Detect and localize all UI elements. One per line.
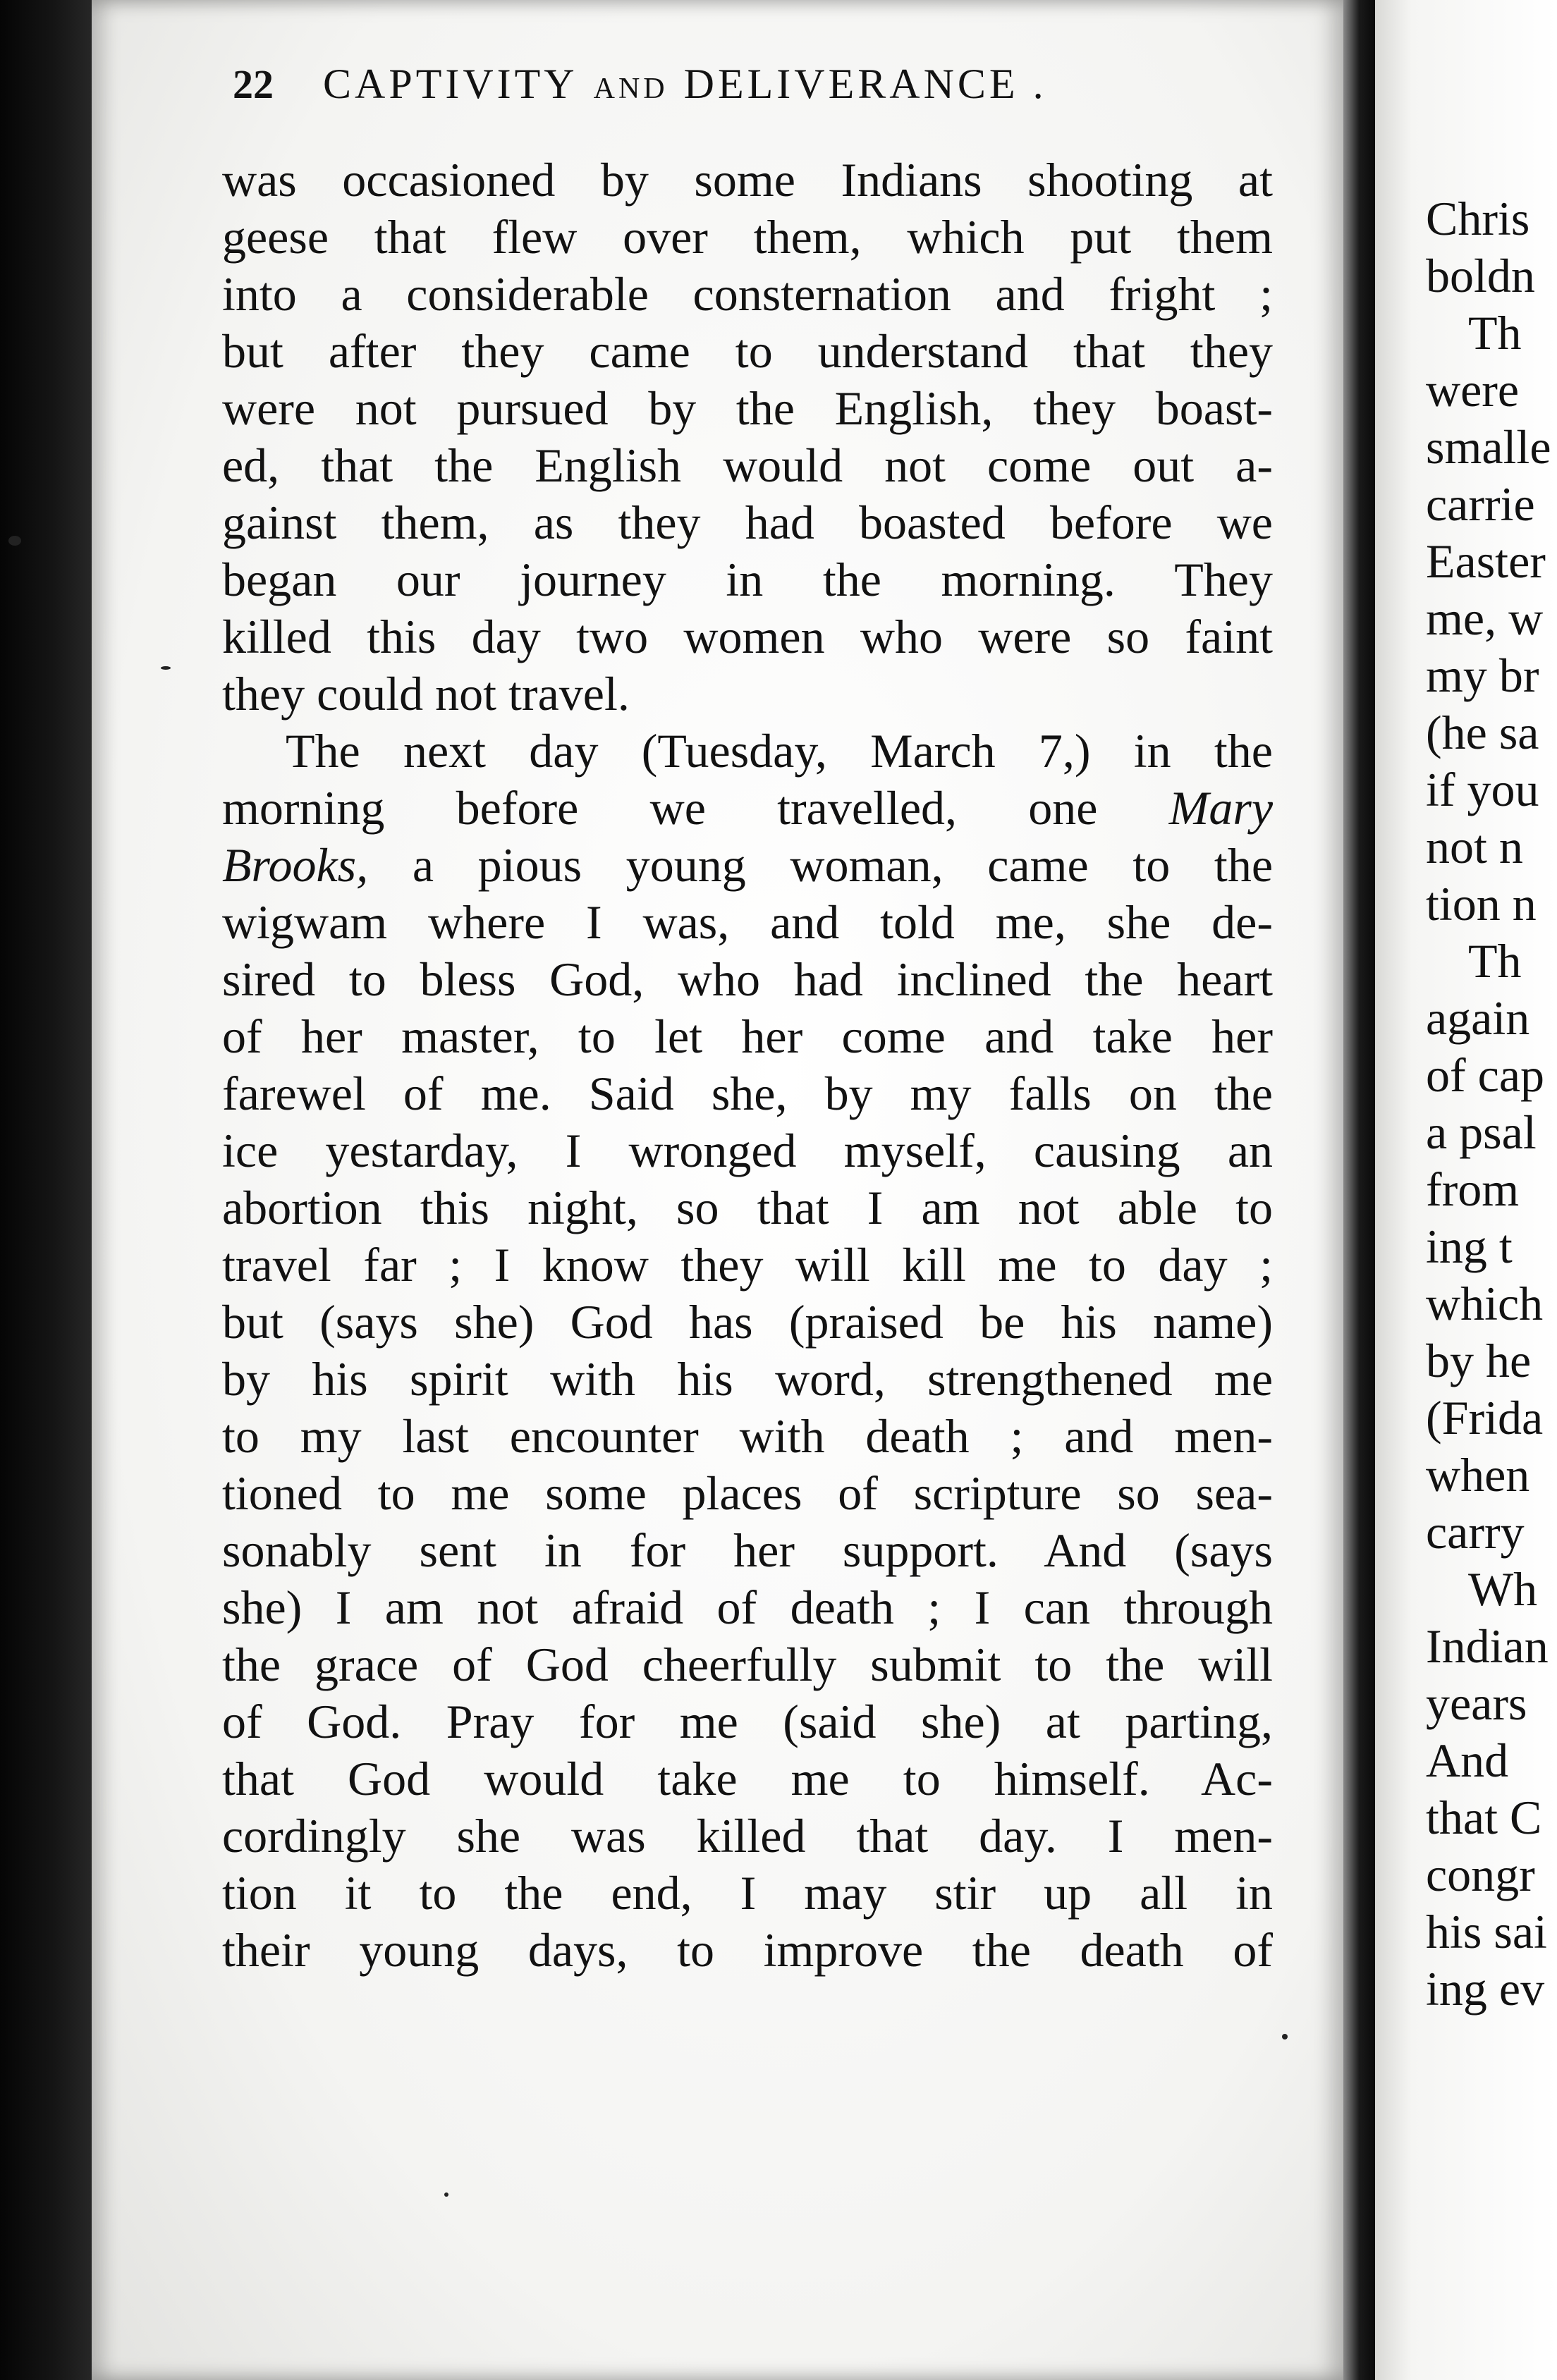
text-line-with-italic-name bbox=[222, 837, 1273, 894]
text-line: abortion this night, so that I am not able to bbox=[222, 1181, 1273, 1234]
text-line: but (says she) God has (praised be his name) bbox=[222, 1295, 1273, 1349]
book-gutter bbox=[1343, 0, 1379, 2380]
text-line: sonably sent in for her support. And (says bbox=[222, 1523, 1273, 1577]
right-text-line: a psal bbox=[1426, 1105, 1537, 1159]
text-segment: a pious young woman, came to the bbox=[412, 838, 1274, 892]
text-line: farewel of me. Said she, by my falls on the bbox=[222, 1067, 1273, 1120]
right-page-text bbox=[1426, 190, 1557, 2018]
text-line: the grace of God cheerfully submit to the will bbox=[222, 1638, 1273, 1691]
scan-speck bbox=[8, 536, 21, 546]
text-line: travel far ; I know they will kill me to day ; bbox=[222, 1238, 1273, 1292]
body-text bbox=[222, 152, 1273, 1979]
text-line: they could not travel. bbox=[222, 667, 630, 720]
text-line: gainst them, as they had boasted before we bbox=[222, 496, 1273, 549]
right-text-line: boldn bbox=[1426, 249, 1535, 302]
text-line: killed this day two women who were so faint bbox=[222, 610, 1273, 663]
right-text-line: when bbox=[1426, 1448, 1530, 1502]
running-head-title-part2: DELIVERANCE . bbox=[683, 61, 1047, 107]
right-text-line: congr bbox=[1426, 1848, 1535, 1901]
text-line: into a considerable consternation and fright ; bbox=[222, 267, 1273, 321]
right-text-line: again bbox=[1426, 991, 1530, 1045]
right-text-line: from bbox=[1426, 1163, 1520, 1216]
text-line: their young days, to improve the death of bbox=[222, 1923, 1273, 1977]
right-text-line: (Frida bbox=[1426, 1391, 1544, 1444]
right-text-line: ing ev bbox=[1426, 1962, 1545, 2016]
italic-name-brooks: Brooks, bbox=[222, 838, 369, 892]
right-text-line: And bbox=[1426, 1734, 1509, 1787]
text-line: of God. Pray for me (said she) at parting, bbox=[222, 1695, 1273, 1748]
right-text-line: if you bbox=[1426, 763, 1539, 816]
text-line: sired to bless God, who had inclined the heart bbox=[222, 952, 1273, 1006]
text-line: ed, that the English would not come out a- bbox=[222, 438, 1273, 492]
right-text-line: Chris bbox=[1426, 192, 1530, 245]
text-line: was occasioned by some Indians shooting at bbox=[222, 153, 1273, 207]
right-text-line: me, w bbox=[1426, 591, 1544, 645]
text-line: tion it to the end, I may stir up all in bbox=[222, 1866, 1273, 1920]
right-text-line: Indian bbox=[1426, 1619, 1549, 1673]
text-line: were not pursued by the English, they boast- bbox=[222, 381, 1273, 435]
text-line: tioned to me some places of scripture so sea- bbox=[222, 1466, 1273, 1520]
text-line: began our journey in the morning. They bbox=[222, 553, 1273, 606]
right-text-line: (he sa bbox=[1426, 706, 1539, 759]
right-text-line: my br bbox=[1426, 649, 1539, 702]
italic-name-mary: Mary bbox=[1168, 781, 1274, 835]
right-text-line: Th bbox=[1468, 934, 1522, 988]
right-text-line: not n bbox=[1426, 820, 1523, 873]
text-line: but after they came to understand that they bbox=[222, 324, 1273, 378]
running-head-title-part1: CAPTIVITY bbox=[323, 61, 578, 107]
text-line: she) I am not afraid of death ; I can through bbox=[222, 1581, 1273, 1634]
right-text-line: Easter bbox=[1426, 534, 1546, 588]
scan-speck bbox=[444, 2192, 448, 2197]
text-line: by his spirit with his word, strengthened me bbox=[222, 1352, 1273, 1406]
scan-speck bbox=[1282, 2034, 1288, 2039]
right-text-line: years bbox=[1426, 1676, 1527, 1730]
scan-border-left bbox=[0, 0, 99, 2380]
right-text-line: tion n bbox=[1426, 877, 1537, 931]
text-segment: morning before we travelled, one bbox=[222, 781, 1098, 835]
right-text-line: of cap bbox=[1426, 1048, 1545, 1102]
right-text-line: by he bbox=[1426, 1334, 1532, 1387]
right-text-line: ing t bbox=[1426, 1220, 1513, 1273]
text-line: ice yestarday, I wronged myself, causing an bbox=[222, 1124, 1273, 1177]
scan-speck bbox=[161, 666, 171, 670]
right-text-line: carrie bbox=[1426, 477, 1535, 531]
right-text-line: smalle bbox=[1426, 420, 1551, 474]
text-line: wigwam where I was, and told me, she de- bbox=[222, 895, 1273, 949]
text-line: cordingly she was killed that day. I men- bbox=[222, 1809, 1273, 1863]
text-line-with-italic-name bbox=[222, 780, 1273, 837]
right-text-line: which bbox=[1426, 1277, 1544, 1330]
right-text-line: were bbox=[1426, 363, 1520, 417]
right-text-line: his sai bbox=[1426, 1905, 1547, 1958]
running-head-and: AND bbox=[593, 73, 668, 105]
paragraph-start-line: The next day (Tuesday, March 7,) in the bbox=[286, 724, 1273, 778]
right-text-line: carry bbox=[1426, 1505, 1525, 1559]
right-text-line: Wh bbox=[1468, 1562, 1538, 1616]
running-head bbox=[233, 60, 1047, 123]
right-text-line: that C bbox=[1426, 1791, 1542, 1844]
text-line: that God would take me to himself. Ac- bbox=[222, 1752, 1273, 1805]
text-line: of her master, to let her come and take her bbox=[222, 1010, 1273, 1063]
text-line: to my last encounter with death ; and men- bbox=[222, 1409, 1273, 1463]
right-text-line: Th bbox=[1468, 306, 1522, 360]
text-line: geese that flew over them, which put them bbox=[222, 210, 1273, 264]
page-number: 22 bbox=[233, 61, 274, 107]
